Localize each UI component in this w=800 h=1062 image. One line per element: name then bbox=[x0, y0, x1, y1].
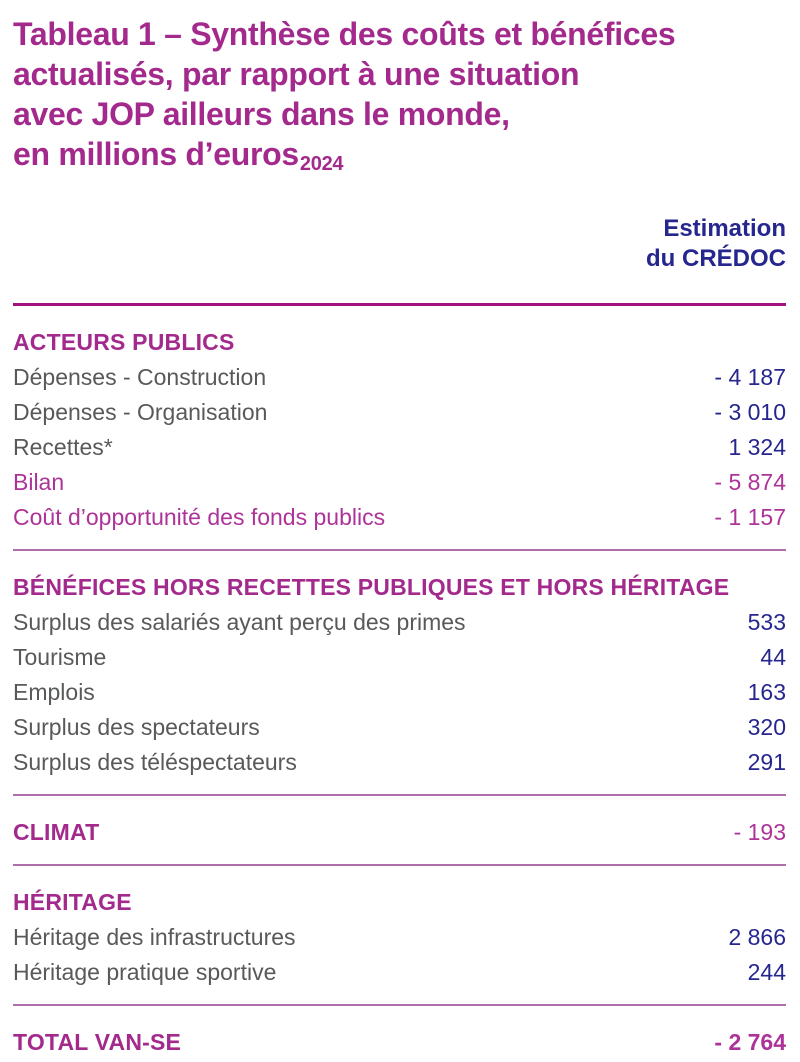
section-title: ACTEURS PUBLICS bbox=[13, 329, 235, 355]
table-row bbox=[13, 430, 786, 465]
table-row bbox=[13, 955, 786, 990]
table-row bbox=[13, 640, 786, 675]
table-title-unit: en millions d’euros bbox=[13, 136, 299, 172]
section-header-row bbox=[13, 815, 786, 850]
table-row bbox=[13, 605, 786, 640]
section-benefices-hors-recettes bbox=[13, 551, 786, 794]
row-label: Héritage des infrastructures bbox=[13, 924, 296, 950]
table-row bbox=[13, 360, 786, 395]
row-label: Surplus des spectateurs bbox=[13, 714, 260, 740]
row-label: Coût d’opportunité des fonds publics bbox=[13, 504, 386, 530]
row-value: 44 bbox=[760, 644, 786, 670]
row-value: 1 324 bbox=[728, 434, 786, 460]
column-header-line-2: du CRÉDOC bbox=[646, 245, 786, 272]
row-value: 533 bbox=[747, 609, 786, 635]
row-label: Tourisme bbox=[13, 644, 107, 670]
section-title: HÉRITAGE bbox=[13, 889, 132, 915]
row-value: - 1 157 bbox=[714, 504, 786, 530]
row-label: Surplus des salariés ayant perçu des primes bbox=[13, 609, 466, 635]
row-label: Dépenses - Construction bbox=[13, 364, 267, 390]
title-year-subscript: 2024 bbox=[299, 153, 344, 175]
row-label: Recettes* bbox=[13, 434, 113, 460]
table-row bbox=[13, 675, 786, 710]
table-row bbox=[13, 710, 786, 745]
section-header-row bbox=[13, 325, 786, 360]
section-header-row bbox=[13, 1025, 786, 1060]
row-label: Héritage pratique sportive bbox=[13, 959, 277, 985]
table-row bbox=[13, 395, 786, 430]
row-value: - 5 874 bbox=[714, 469, 786, 495]
table-title-line-1: Tableau 1 – Synthèse des coûts et bénéfices bbox=[13, 16, 676, 52]
table-row bbox=[13, 920, 786, 955]
section-title: CLIMAT bbox=[13, 819, 100, 845]
table-title-line-3: avec JOP ailleurs dans le monde, bbox=[13, 96, 510, 132]
row-value: 163 bbox=[747, 679, 786, 705]
column-header-line-1: Estimation bbox=[663, 215, 786, 242]
section-header-row bbox=[13, 570, 786, 605]
section-total-van-se bbox=[13, 1006, 786, 1060]
section-heritage bbox=[13, 866, 786, 1004]
row-label: Surplus des téléspectateurs bbox=[13, 749, 297, 775]
table-title bbox=[13, 14, 786, 184]
row-label: Dépenses - Organisation bbox=[13, 399, 268, 425]
table-row bbox=[13, 745, 786, 780]
section-acteurs-publics bbox=[13, 306, 786, 549]
table-title-line-2: actualisés, par rapport à une situation bbox=[13, 56, 580, 92]
column-header-estimation-credoc bbox=[13, 214, 786, 274]
row-value: - 4 187 bbox=[714, 364, 786, 390]
row-value: - 3 010 bbox=[714, 399, 786, 425]
row-value: 291 bbox=[747, 749, 786, 775]
row-label: Emplois bbox=[13, 679, 95, 705]
table-title-line-4 bbox=[13, 134, 786, 184]
section-title: TOTAL VAN-SE bbox=[13, 1029, 182, 1055]
table-row bbox=[13, 465, 786, 500]
section-value: - 193 bbox=[733, 819, 786, 845]
row-value: 320 bbox=[747, 714, 786, 740]
section-value: - 2 764 bbox=[714, 1029, 786, 1055]
row-value: 2 866 bbox=[728, 924, 786, 950]
table-row bbox=[13, 500, 786, 535]
section-header-row bbox=[13, 885, 786, 920]
row-label: Bilan bbox=[13, 469, 65, 495]
section-climat bbox=[13, 796, 786, 864]
section-title: BÉNÉFICES HORS RECETTES PUBLIQUES ET HORS HÉRITAGE bbox=[13, 574, 730, 600]
row-value: 244 bbox=[747, 959, 786, 985]
